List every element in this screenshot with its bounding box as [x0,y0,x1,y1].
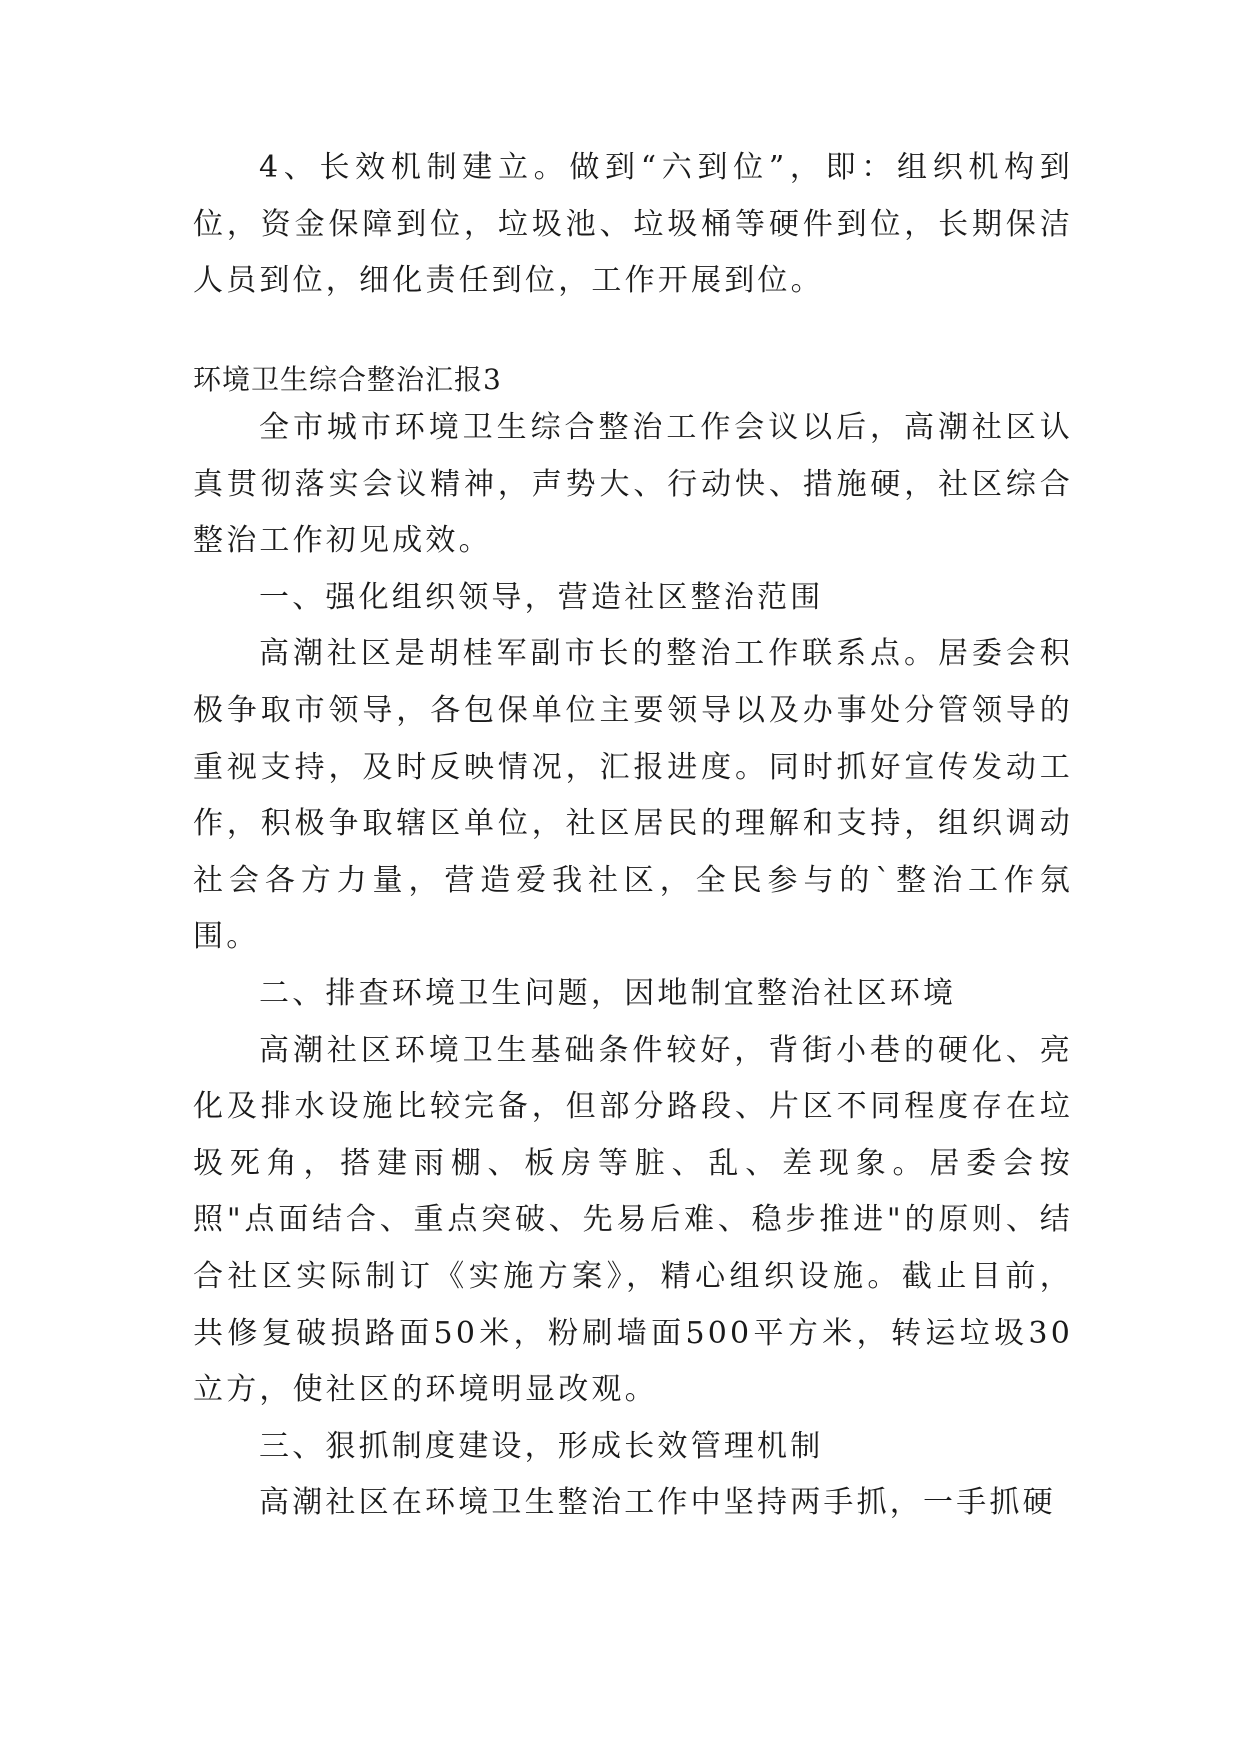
section-title: 环境卫生综合整治汇报3 [193,363,502,396]
body-paragraph: 高潮社区在环境卫生整治工作中坚持两手抓，一手抓硬 [259,1485,1056,1521]
body-paragraph: 高潮社区环境卫生基础条件较好，背街小巷的硬化、亮化及排水设施比较完备，但部分路段、片区不同程度存在垃圾死角，搭建雨棚、板房等脏、乱、差现象。居委会按照"点面结合、重点突破、先易后难、稳步推进"的原则、结合社区实际制订《实施方案》，精心组织设施。截止目前，共修复破损路面50米，粉刷墙面500平方米，转运垃圾30立方，使社区的环境明显改观。 [193,1032,1073,1408]
subheading-paragraph: 三、狠抓制度建设，形成长效管理机制 [259,1428,824,1464]
intro-paragraph: 4、长效机制建立。做到“六到位”，即：组织机构到位，资金保障到位，垃圾池、垃圾桶等硬件到位，长期保洁人员到位，细化责任到位，工作开展到位。 [193,150,1073,299]
body-text [193,400,1073,1532]
body-paragraph: 全市城市环境卫生综合整治工作会议以后，高潮社区认真贯彻落实会议精神，声势大、行动快、措施硬，社区综合整治工作初见成效。 [193,410,1073,559]
intro-section [193,140,1073,310]
subheading-paragraph: 一、强化组织领导，营造社区整治范围 [259,579,824,615]
section-3 [193,360,1073,400]
subheading-paragraph: 二、排查环境卫生问题，因地制宜整治社区环境 [259,975,957,1011]
body-paragraph: 高潮社区是胡桂军副市长的整治工作联系点。居委会积极争取市领导，各包保单位主要领导以及办事处分管领导的重视支持，及时反映情况，汇报进度。同时抓好宣传发动工作，积极争取辖区单位，社区居民的理解和支持，组织调动社会各方力量，营造爱我社区，全民参与的`整治工作氛围。 [193,636,1073,955]
